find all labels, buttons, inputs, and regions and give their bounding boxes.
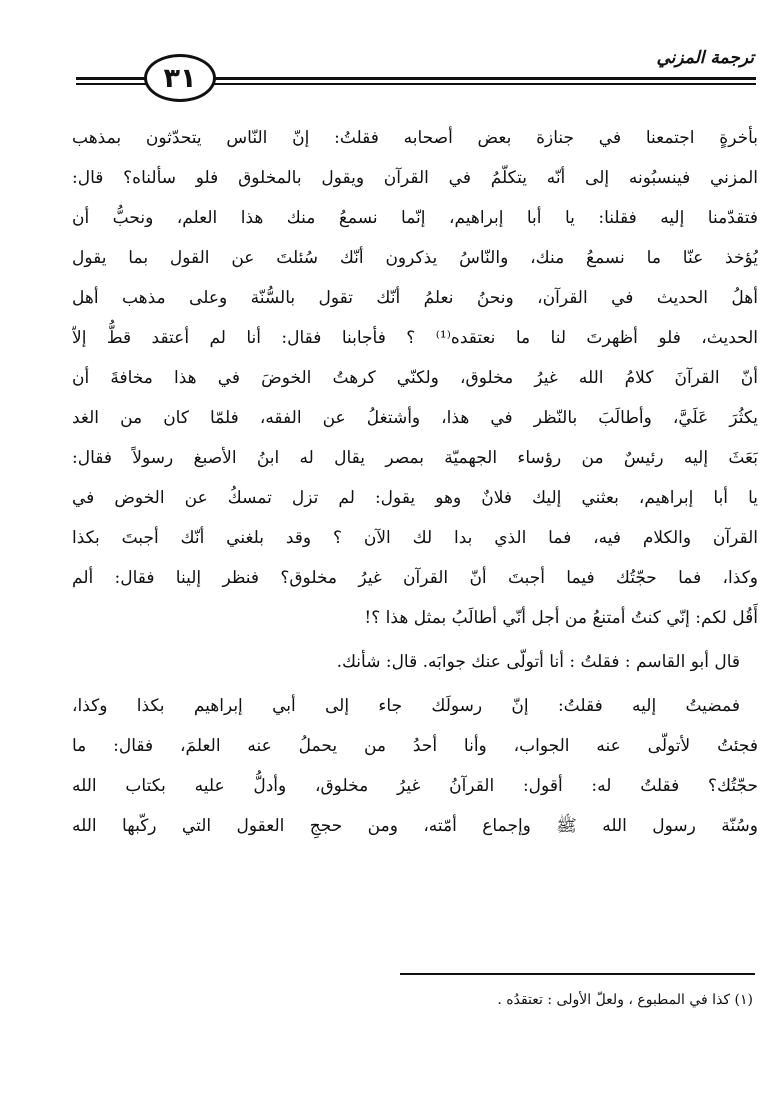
- text-line: فتقدّمنا إليه فقلنا: يا أبا إبراهيم، إنّما نسمعُ منك هذا العلم، ونحبُّ أن: [72, 208, 758, 228]
- text-line: أهلُ الحديث في القرآن، ونحنُ نعلمُ أنّك تقول بالسُّنّة وعلى مذهب أهل: [72, 288, 758, 308]
- text-line: وكذا، فما حجّتُك فيما أجبتَ أنّ القرآن غيرُ مخلوق؟ فنظر إلينا فقال: ألم: [72, 568, 758, 588]
- text-line: المزني فينسبُونه إلى أنّه يتكلّمُ في القرآن ويقول بالمخلوق فلو سألناه؟ قال:: [72, 168, 758, 188]
- text-line: حجّتُك؟ فقلتُ له: أقول: القرآنُ غيرُ مخلوق، وأدلُّ عليه بكتاب الله: [72, 776, 758, 796]
- text-line: فمضيتُ إليه فقلتُ: إنّ رسولَك جاء إلى أبي إبراهيم بكذا وكذا،: [72, 696, 740, 716]
- running-title: ترجمة المزني: [656, 48, 754, 68]
- main-text: [72, 118, 758, 846]
- text-line: بأخرةٍ اجتمعنا في جنازة بعض أصحابه فقلتُ: إنّ النّاس يتحدّثون بمذهب: [72, 128, 758, 148]
- footnote: (١) كذا في المطبوع ، ولعلّ الأولى : تعتقدُه .: [497, 992, 753, 1008]
- text-line: أنّ القرآنَ كلامُ الله غيرُ مخلوق، ولكنّي كرهتُ الخوضَ في هذا مخافةَ أن: [72, 368, 758, 388]
- text-line: يا أبا إبراهيم، بعثني إليك فلانٌ وهو يقول: لم تزل تمسكُ عن الخوض في: [72, 488, 758, 508]
- text-line: أَقُل لكم: إنّي كنتُ أمتنعُ من أجل أنّي أطالَبُ بمثل هذا ؟!: [364, 608, 758, 628]
- text-line: فجئتُ لأتولّى عنه الجواب، وأنا أحدُ من يحملُ عنه العلمَ، فقال: ما: [72, 736, 758, 756]
- footnote-divider: [400, 973, 755, 975]
- page-number: ٣١: [144, 54, 216, 102]
- text-line: بَعَثَ إليه رئيسٌ من رؤساء الجهميّة بمصر يقال له ابنُ الأصبغ رسولاً فقال:: [72, 448, 758, 468]
- page-header: [76, 42, 756, 112]
- text-line: وسُنّة رسول الله ﷺ وإجماع أمّته، ومن حججِ العقول التي ركّبها الله: [72, 816, 758, 836]
- text-line: قال أبو القاسم : فقلتُ : أنا أتولّى عنك جوابَه. قال: شأنك.: [336, 652, 740, 672]
- text-line: يكثُرَ عَلَيَّ، وأطالَبَ بالنّظر في هذا، وأشتغلُ عن الفقه، فلمّا كان من الغد: [72, 408, 758, 428]
- text-line: الحديث، فلو أظهرتَ لنا ما نعتقده⁽¹⁾ ؟ فأجابنا فقال: أنا لم أعتقد قطُّ إلاّ: [72, 328, 758, 348]
- text-line: القرآن والكلام فيه، فما الذي بدا لك الآن ؟ وقد بلغني أنّك أجبتَ بكذا: [72, 528, 758, 548]
- text-line: يُؤخذ عنّا ما نسمعُ منك، والنّاسُ يذكرون أنّك سُئلتَ عن القول بما يقول: [72, 248, 758, 268]
